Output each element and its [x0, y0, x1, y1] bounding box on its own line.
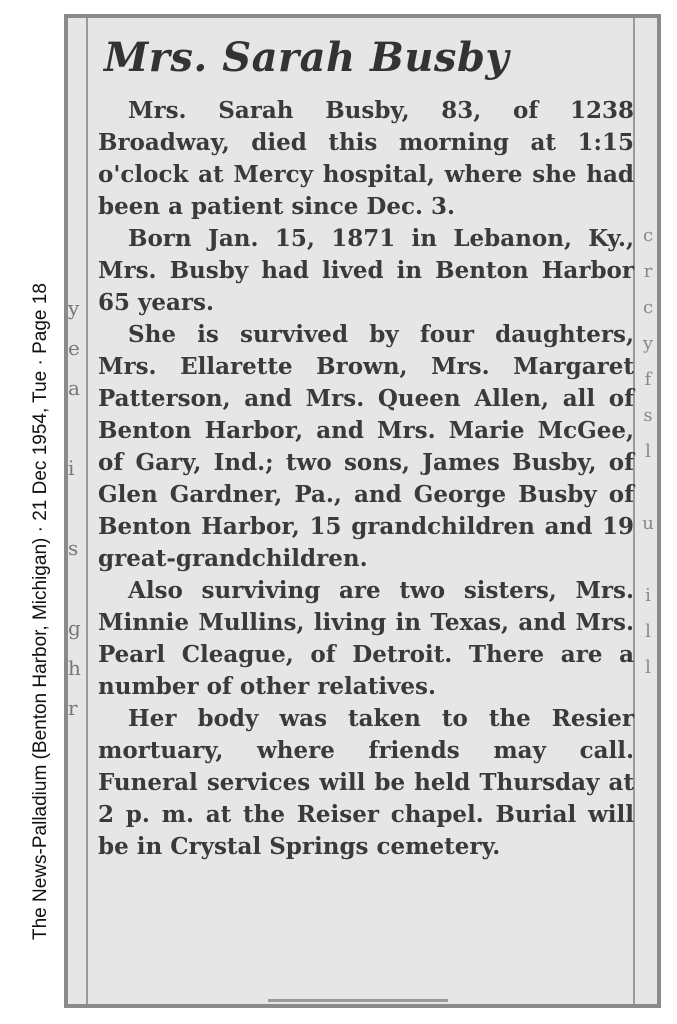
article-paragraph: Also surviving are two sisters, Mrs. Minnie Mullins, living in Texas, and Mrs. Pearl Cleague, of Detroit. There are a number of other relatives.: [98, 577, 634, 700]
obituary-article: [98, 26, 634, 863]
source-caption: The News-Palladium (Benton Harbor, Michigan) · 21 Dec 1954, Tue · Page 18: [30, 283, 51, 940]
article-paragraph: Her body was taken to the Resier mortuary, where friends may call. Funeral services will be held Thursday at 2 p. m. at the Reiser chapel. Burial will be in Crystal Springs cemetery.: [98, 705, 634, 860]
adjacent-column-fragment-left: y e a i s g h r: [68, 296, 81, 720]
adjacent-column-fragment-right: c r c y f s l u i l l: [642, 225, 654, 678]
article-paragraph: Mrs. Sarah Busby, 83, of 1238 Broadway, died this morning at 1:15 o'clock at Mercy hospital, where she had been a patient since Dec. 3.: [98, 97, 634, 220]
article-headline: Mrs. Sarah Busby: [104, 34, 510, 81]
column-rule-left: [86, 18, 88, 1004]
article-paragraph: Born Jan. 15, 1871 in Lebanon, Ky., Mrs. Busby had lived in Benton Harbor 65 years.: [98, 225, 634, 316]
newspaper-clipping: [64, 14, 661, 1008]
article-paragraph: She is survived by four daughters, Mrs. Ellarette Brown, Mrs. Margaret Patterson, and Mrs. Queen Allen, all of Benton Harbor, and Mrs. Marie McGee, of Gary, Ind.; two sons, James Busby, of Glen Gardner, Pa., and George Busby of Benton Harbor, 15 grandchildren and 19 great-grandchildren.: [98, 321, 634, 572]
bottom-rule: [268, 999, 448, 1002]
